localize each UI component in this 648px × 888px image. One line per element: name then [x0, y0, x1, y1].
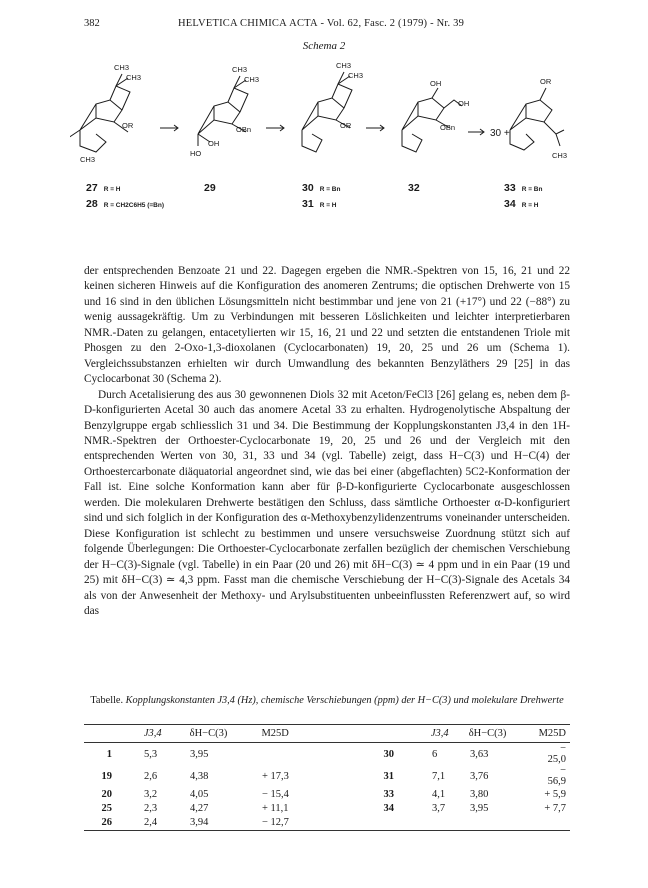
col-header-md: M25D	[261, 728, 289, 739]
structure-33-34	[510, 88, 564, 150]
atom-label-or: OR	[340, 121, 352, 130]
atom-label-or: OR	[540, 77, 552, 86]
scheme-title: Schema 2	[302, 40, 346, 52]
table-row: 19 2,6 4,38 + 17,3 31 7,1 3,76 − 56,9	[101, 765, 566, 787]
table-row: 26 2,4 3,94 − 12,7	[101, 816, 289, 828]
data-table	[84, 724, 570, 831]
col-header-delta: δH−C(3)	[189, 728, 228, 739]
paragraph-1: der entsprechenden Benzoate 21 und 22. Dagegen ergeben die NMR.-Spektren von 15, 16, 21 und 22 keinen sicheren Hinweis auf die Konfiguration des anomeren Zentrums; die optischen Drehwerte von 15 und 16 sind in den üblichen Lösungsmitteln nicht bestimmbar und jene von 21 (+17°) und 22 (−88°) zu wenig aussagekräftig. Um zu Verbindungen mit besseren Löslichkeiten und leichter interpretierbaren NMR.-Daten zu gelangen, entacetylierten wir 15, 16, 21 und 22 und setzten die entstandenen Triole mit Phosgen zu den 2-Oxo-1,3-dioxolanen (Cyclocarbonaten) 19, 20, 25 und 26 um (Schema 1). Vergleichssubstanzen erhielten wir durch Umwandlung des bekannten Benzyläthers 29 [25] in das Cyclocarbonat 30 (Schema 2).	[84, 265, 570, 386]
table-body	[84, 743, 570, 830]
table-row: 20 3,2 4,05 − 15,4 33 4,1 3,80 + 5,9	[101, 788, 566, 800]
compound-label-31: 31 R = H	[302, 198, 337, 210]
compound-label-29: 29	[204, 182, 216, 194]
col-header-j: J3,4	[143, 728, 162, 739]
page-number: 382	[84, 18, 100, 29]
compound-label-28: 28 R = CH2C6H5 (=Bn)	[86, 198, 165, 210]
paragraph-2: Durch Acetalisierung des aus 30 gewonnenen Diols 32 mit Aceton/FeCl3 [26] gelang es, neben dem β-D-konfigurierten Acetal 30 auch das anomere Acetal 33 zu erhalten. Hydrogenolytische Abspaltung der Benzylgruppe ergab schliesslich 31 und 34. Die Bestimmung der Kopplungskonstanten J3,4 in den 1H-NMR.-Spektren der Orthoester-Cyclocarbonate 19, 20, 25 und 26 und der Vergleich mit den entsprechenden Werten von 30, 31, 33 und 34 (vgl. Tabelle) zeigt, dass H−C(3) und H−C(4) der Orthoestercarbonate diäquatorial angeordnet sind, wie das bei einer (abgeflachten) 5C2-Konformation der Fall ist. Eine solche Konformation kann aber für β-D-konfigurierte Cyclocarbonate ausgeschlossen werden. Die molekularen Drehwerte bestätigen den Schluss, dass sämtliche Orthoester α-D-konfiguriert sind und sich folglich in der Konfiguration des α-Methoxybenzylidenzentrums voneinander unterscheiden. Diese Konfiguration ist schlecht zu bestimmen und unsere versuchsweise Zuordnung stützt sich auf folgende Überlegungen: Die Orthoester-Cyclocarbonate zerfallen bezüglich der chemischen Verschiebung der H−C(3)-Signale (vgl. Tabelle) in ein Paar (20 und 26) mit δH−C(3) ≃ 4 ppm und in ein Paar (19 und 25) mit δH−C(3) ≃ 4,3 ppm. Fasst man die chemische Verschiebung der H−C(3)-Signale des Acetals 34 als von der Anwesenheit der Methoxy- und Arylsubstituenten unbeeinflussten Referenzwert auf, so wird das	[84, 388, 570, 617]
table-caption: Tabelle. Kopplungskonstanten J3,4 (Hz), chemische Verschiebungen (ppm) der H−C(3) und molekulare Drehwerte	[90, 695, 564, 706]
compound-label-33: 33 R = Bn	[504, 182, 543, 194]
table-row: 1 5,3 3,95 30 6 3,63 − 25,0	[106, 743, 566, 765]
col-header-j: J3,4	[430, 728, 449, 739]
structure-30-31	[302, 72, 352, 152]
table-row: 25 2,3 4,27 + 11,1 34 3,7 3,95 + 7,7	[101, 802, 566, 814]
atom-label-ch3: CH3	[232, 65, 248, 74]
structure-32	[402, 88, 462, 152]
plus-label: 30 +	[490, 128, 510, 139]
atom-label-ch3: CH3	[336, 61, 352, 70]
atom-label-or: OR	[122, 121, 134, 130]
atom-label-oh: OH	[430, 79, 442, 88]
running-header	[84, 18, 570, 29]
atom-label-obn: OBn	[236, 125, 252, 134]
atom-label-ch3: CH3	[126, 73, 142, 82]
journal-citation: HELVETICA CHIMICA ACTA - Vol. 62, Fasc. 2 (1979) - Nr. 39	[178, 18, 465, 29]
atom-label-ho: HO	[190, 149, 202, 158]
body-text	[84, 264, 570, 619]
atom-label-oh: OH	[458, 99, 470, 108]
atom-label-ch3: CH3	[348, 71, 364, 80]
atom-label-ch3: CH3	[244, 75, 260, 84]
compound-label-27: 27 R = H	[86, 182, 121, 194]
structure-27-28	[70, 74, 130, 152]
atom-label-ch3: CH3	[552, 151, 568, 160]
compound-label-34: 34 R = H	[504, 198, 539, 210]
atom-label-oh: OH	[208, 139, 220, 148]
reaction-scheme	[70, 58, 570, 178]
compound-label-32: 32	[408, 182, 420, 194]
atom-label-ch3: CH3	[80, 155, 96, 164]
col-header-md: M25D	[538, 728, 566, 739]
atom-label-obn: OBn	[440, 123, 456, 132]
compound-label-30: 30 R = Bn	[302, 182, 341, 194]
atom-label-ch3: CH3	[114, 63, 130, 72]
structure-29	[198, 76, 248, 146]
col-header-delta: δH−C(3)	[468, 728, 507, 739]
